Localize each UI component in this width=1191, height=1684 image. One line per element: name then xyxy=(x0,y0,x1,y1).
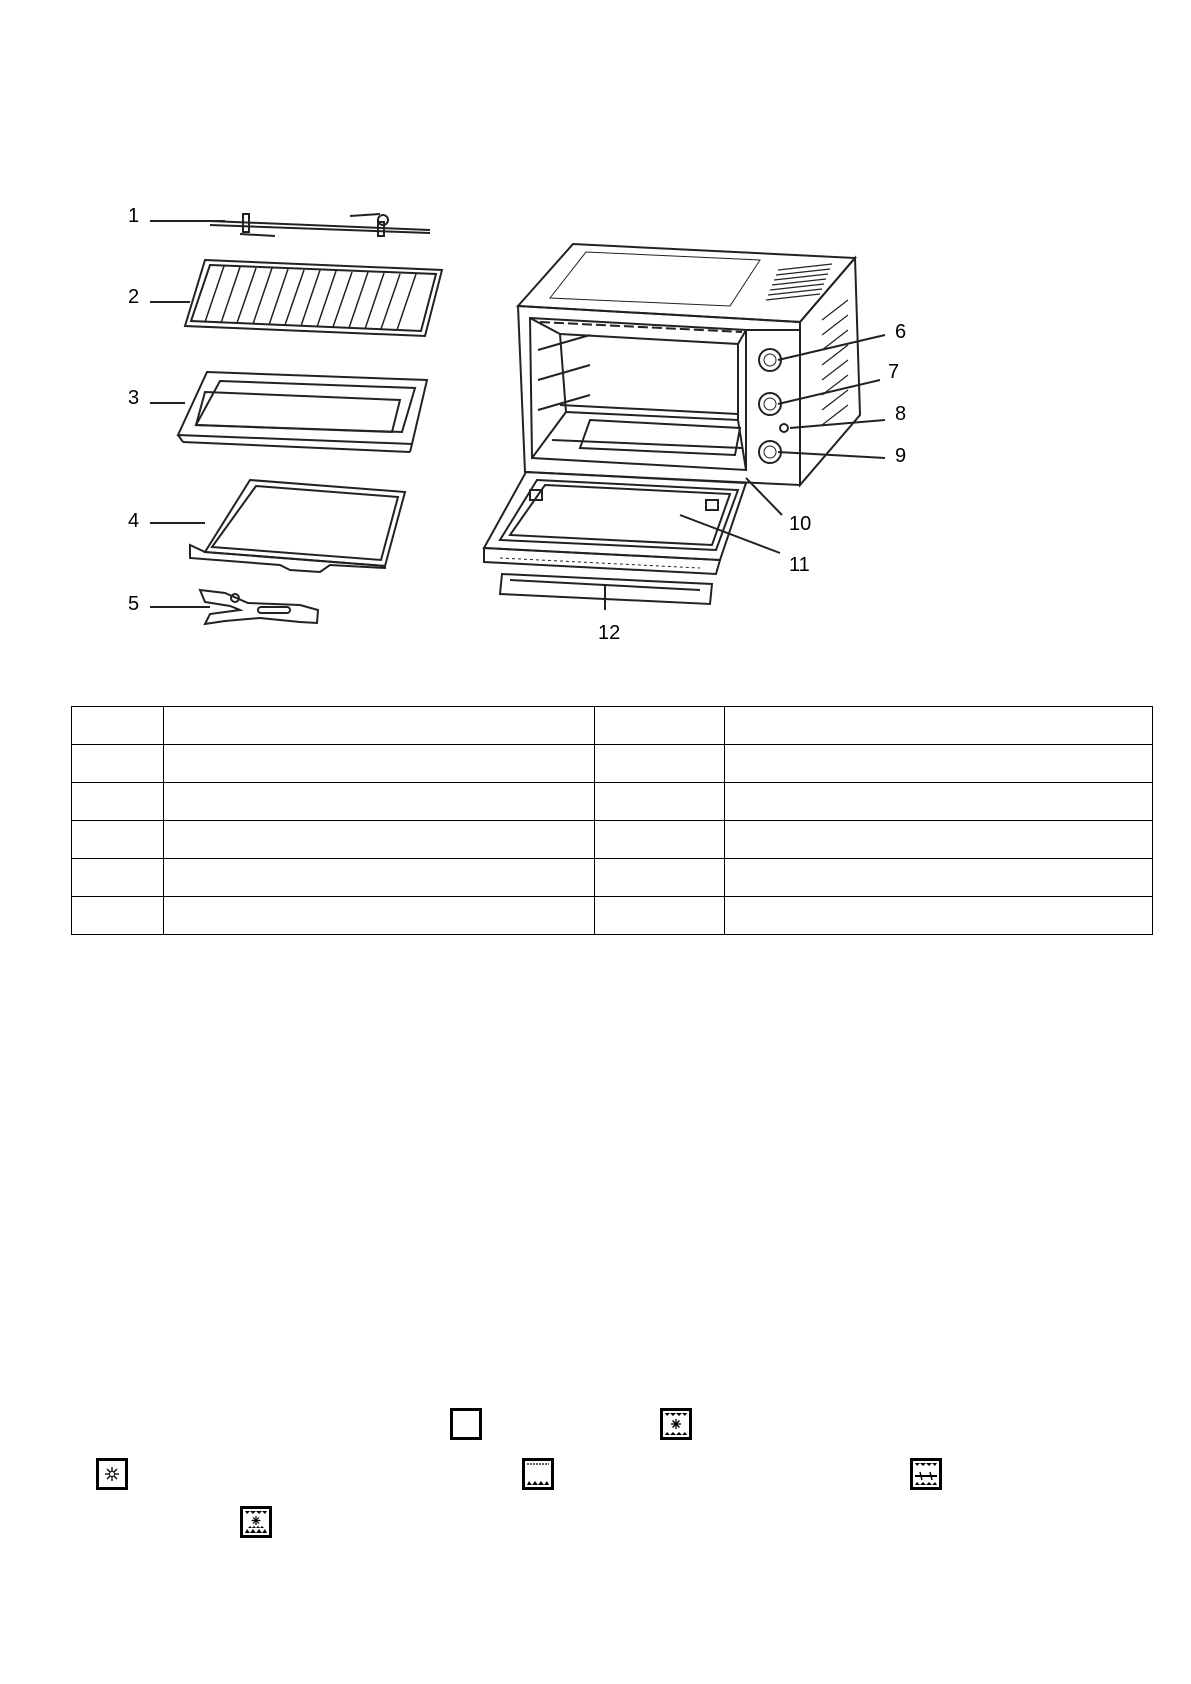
table-cell xyxy=(594,821,725,859)
leader-line-8 xyxy=(790,420,885,428)
table-cell xyxy=(72,897,164,935)
table-cell xyxy=(163,745,594,783)
callout-5: 5 xyxy=(128,593,140,615)
table-cell xyxy=(163,707,594,745)
fan-icon xyxy=(96,1458,128,1490)
toaster-oven-icon xyxy=(484,244,860,604)
callout-3: 3 xyxy=(128,387,140,409)
callout-1: 1 xyxy=(128,205,140,227)
off-mode-icon xyxy=(450,1408,482,1440)
fan-top-bottom-heating-icon xyxy=(240,1506,272,1538)
table-row xyxy=(72,821,1153,859)
table-cell xyxy=(594,859,725,897)
leader-line-11 xyxy=(680,515,780,553)
rotisserie-spit-icon xyxy=(210,214,430,236)
table-cell xyxy=(725,859,1153,897)
table-cell xyxy=(594,897,725,935)
table-cell xyxy=(594,745,725,783)
parts-table xyxy=(71,706,1153,935)
callout-11: 11 xyxy=(789,554,810,576)
table-cell xyxy=(725,745,1153,783)
table-cell xyxy=(72,707,164,745)
timer-knob-icon xyxy=(759,441,781,463)
temperature-knob-icon xyxy=(759,349,781,371)
callout-4: 4 xyxy=(128,510,140,532)
indicator-light-icon xyxy=(780,424,788,432)
table-cell xyxy=(725,897,1153,935)
callout-12: 12 xyxy=(598,622,621,644)
function-knob-icon xyxy=(759,393,781,415)
table-row xyxy=(72,783,1153,821)
table-cell xyxy=(163,897,594,935)
table-cell xyxy=(72,859,164,897)
wire-rack-icon xyxy=(185,260,442,336)
tray-handle-icon xyxy=(200,590,318,624)
table-cell xyxy=(163,783,594,821)
table-row xyxy=(72,859,1153,897)
callout-7: 7 xyxy=(888,361,900,383)
leader-line-7 xyxy=(778,380,880,404)
table-cell xyxy=(725,821,1153,859)
bottom-heating-icon xyxy=(522,1458,554,1490)
callout-9: 9 xyxy=(895,445,907,467)
table-cell xyxy=(725,707,1153,745)
table-row xyxy=(72,745,1153,783)
table-row xyxy=(72,707,1153,745)
leader-line-6 xyxy=(778,335,885,360)
table-cell xyxy=(163,821,594,859)
convection-heating-icon xyxy=(660,1408,692,1440)
table-cell xyxy=(594,783,725,821)
table-cell xyxy=(163,859,594,897)
baking-tray-icon xyxy=(178,372,427,452)
callout-6: 6 xyxy=(895,321,907,343)
table-cell xyxy=(725,783,1153,821)
table-row xyxy=(72,897,1153,935)
callout-2: 2 xyxy=(128,286,140,308)
crumb-tray-icon xyxy=(190,480,405,572)
leader-line-9 xyxy=(778,452,885,458)
callout-10: 10 xyxy=(789,513,812,535)
rotisserie-icon xyxy=(910,1458,942,1490)
table-cell xyxy=(72,783,164,821)
table-cell xyxy=(72,821,164,859)
callout-8: 8 xyxy=(895,403,907,425)
oven-exploded-diagram xyxy=(0,0,1191,660)
table-cell xyxy=(72,745,164,783)
table-cell xyxy=(594,707,725,745)
